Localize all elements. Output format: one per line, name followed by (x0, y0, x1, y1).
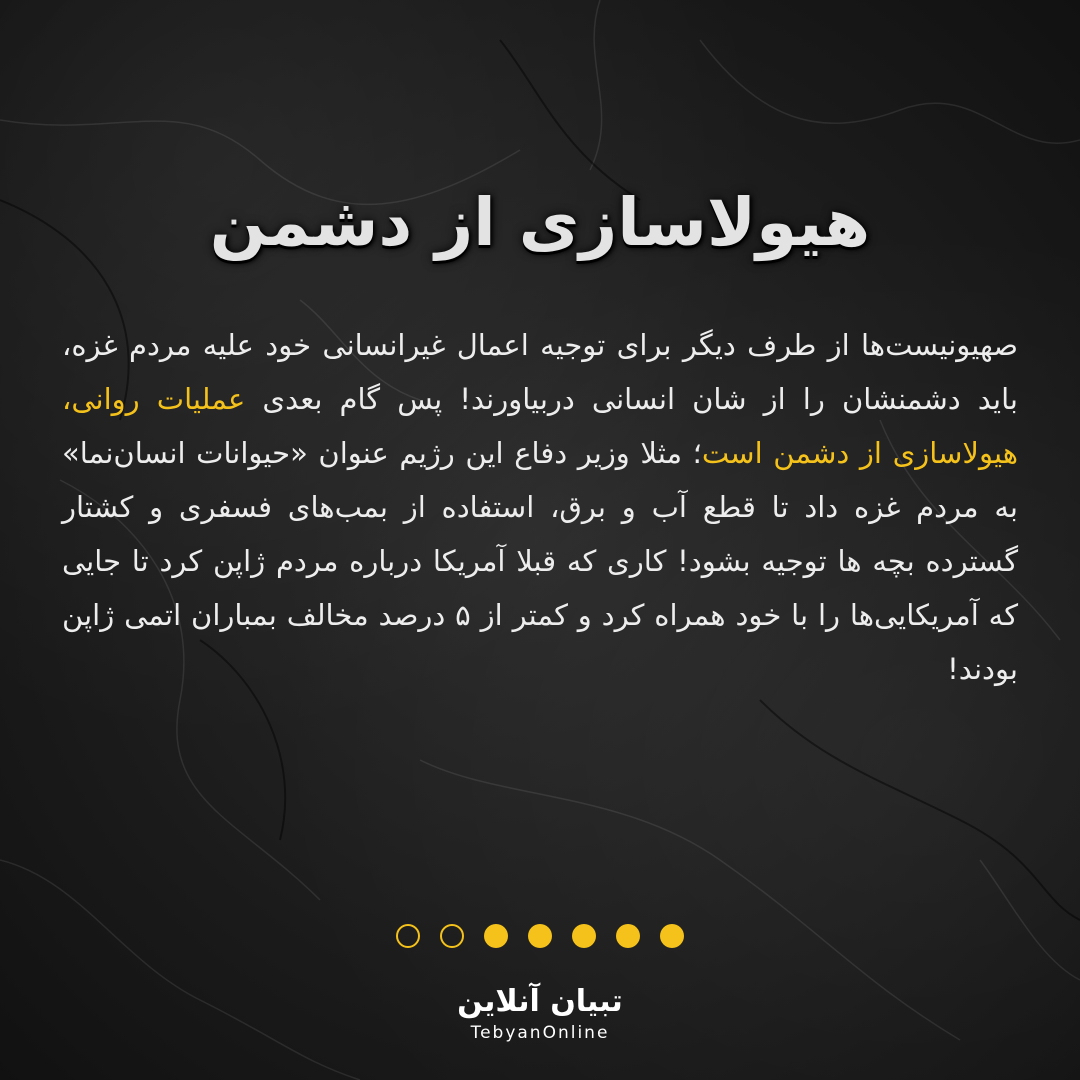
pagination-dot[interactable] (528, 924, 552, 948)
brand-logo-english: TebyanOnline (470, 1023, 610, 1043)
body-text-highlight: عملیات روانی، هیولاسازی از دشمن است (62, 382, 1018, 470)
pagination-dot[interactable] (396, 924, 420, 948)
brand-logo (0, 984, 1080, 1044)
body-text-part-1: صهیونیست‌ها از طرف دیگر برای توجیه اعمال غیرانسانی خود علیه مردم غزه، باید دشمنشان را از شان انسانی دربیاورند! پس گام بعدی (62, 328, 1018, 416)
body-paragraph (62, 318, 1018, 696)
brand-logo-persian: تبیان آنلاین (457, 984, 623, 1019)
pagination-dots (0, 921, 1080, 951)
pagination-dot[interactable] (660, 924, 684, 948)
page-title: هیولاسازی از دشمن (209, 184, 871, 261)
pagination-dot[interactable] (440, 924, 464, 948)
pagination-dot[interactable] (484, 924, 508, 948)
body-text-part-2: ؛ مثلا وزیر دفاع این رژیم عنوان «حیوانات انسان‌نما» به مردم غزه داد تا قطع آب و برق، استفاده از بمب‌های فسفری و کشتار گسترده بچه ها توجیه بشود! کاری که قبلا آمریکا درباره مردم ژاپن کرد تا جایی که آمریکایی‌ها را با خود همراه کرد و کمتر از ۵ درصد مخالف بمباران اتمی ژاپن بودند! (62, 436, 1018, 686)
pagination-dot[interactable] (572, 924, 596, 948)
pagination-dot[interactable] (616, 924, 640, 948)
